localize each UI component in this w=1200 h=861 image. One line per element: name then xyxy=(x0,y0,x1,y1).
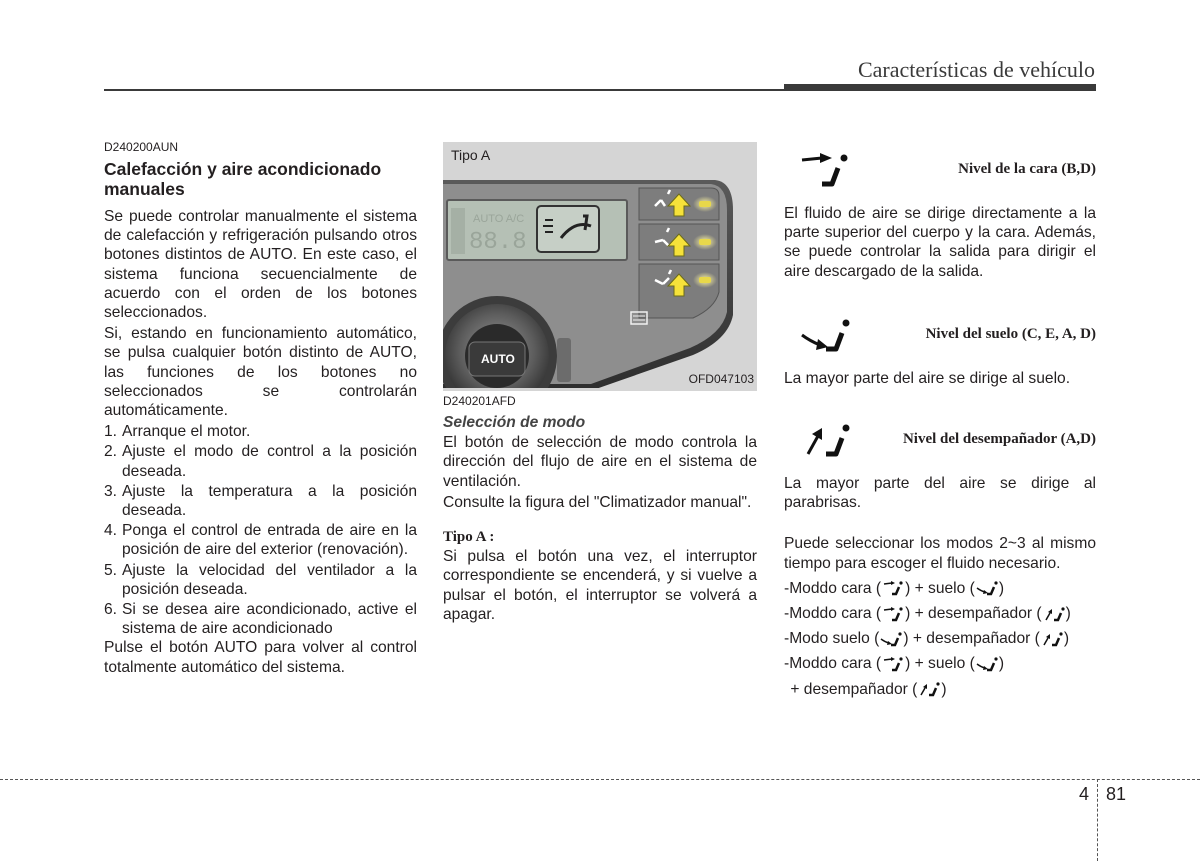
climate-panel-illustration xyxy=(443,180,757,388)
auto-note-paragraph: Si, estando en funcionamiento automático, se pulsa cualquier botón distinto de AUTO, las funciones de los botones no seleccionados se controlarán automáticamente. xyxy=(104,325,417,420)
mode-combo-floor-defrost xyxy=(784,629,1096,648)
floor-mode-title: Nivel del suelo (C, E, A, D) xyxy=(925,326,1096,343)
list-item xyxy=(104,422,417,441)
step-number: 3. xyxy=(104,482,118,500)
combo-text: ) xyxy=(941,680,947,698)
column-3 xyxy=(784,150,1096,699)
step-text: Arranque el motor. xyxy=(122,423,251,441)
step-number: 1. xyxy=(104,423,118,441)
combo-text: -Moddo cara ( xyxy=(784,579,882,597)
step-text: Si se desea aire acondicionado, active el sistema de aire acondicionado xyxy=(122,601,417,638)
face-mode-title: Nivel de la cara (B,D) xyxy=(958,161,1096,178)
step-number: 6. xyxy=(104,601,118,619)
mode-combo-face-defrost xyxy=(784,604,1096,623)
page-header-title: Características de vehículo xyxy=(857,57,1095,82)
column-2 xyxy=(443,394,757,626)
figure-caption: Tipo A xyxy=(451,147,491,163)
section-title: Calefacción y aire acondicionado manuales xyxy=(104,159,382,199)
defrost-mode-heading xyxy=(784,420,1096,460)
combo-text: -Modo suelo ( xyxy=(784,630,880,648)
combo-text: ) + suelo ( xyxy=(905,655,975,673)
face-vent-icon xyxy=(882,580,904,596)
chapter-number: 4 xyxy=(1079,784,1090,804)
floor-vent-icon xyxy=(976,580,998,596)
combo-text: -Moddo cara ( xyxy=(784,605,882,623)
step-text: Ponga el control de entrada de aire en la posición de aire del exterior (renovación). xyxy=(122,522,417,559)
step-text: Ajuste el modo de control a la posición deseada. xyxy=(122,443,417,480)
defrost-mode-title: Nivel del desempañador (A,D) xyxy=(902,431,1096,448)
footer-divider xyxy=(0,779,1200,780)
mode-combo-face-floor xyxy=(784,579,1096,598)
reference-paragraph: Consulte la figura del "Climatizador manual". xyxy=(443,493,752,511)
face-vent-icon xyxy=(882,606,904,622)
step-text: Ajuste la temperatura a la posición deseada. xyxy=(122,482,417,520)
combo-text: ) + suelo ( xyxy=(905,579,975,597)
list-item xyxy=(104,442,417,480)
figure-code: OFD047103 xyxy=(688,372,754,386)
defrost-vent-icon xyxy=(798,420,850,460)
floor-vent-icon xyxy=(798,315,850,355)
page-number: 81 xyxy=(1106,784,1127,804)
step-number: 2. xyxy=(104,443,118,461)
combo-text: ) xyxy=(1065,605,1071,623)
combo-text: -Moddo cara ( xyxy=(784,655,882,673)
face-mode-text: El fluido de aire se dirige directamente a la parte superior del cuerpo y la cara. Además, se puede controlar la salida para dirigir el aire descargado de la salida. xyxy=(784,205,1096,280)
defrost-vent-icon xyxy=(1041,631,1063,647)
tipo-label: Tipo A : xyxy=(443,529,495,546)
list-item xyxy=(104,521,417,559)
column-1 xyxy=(104,140,417,679)
combo-text: ) xyxy=(1063,630,1070,648)
lcd-digits: 88.8 xyxy=(469,229,527,256)
list-item xyxy=(104,561,417,599)
list-item xyxy=(104,600,417,638)
defrost-mode-text: La mayor parte del aire se dirige al parabrisas. xyxy=(784,475,1096,512)
header-rule-accent xyxy=(784,84,1096,91)
climate-control-figure xyxy=(443,142,757,391)
face-mode-heading xyxy=(784,150,1096,190)
combo-text: ) + desempañador ( xyxy=(903,630,1040,648)
section-subtitle: Selección de modo xyxy=(443,414,586,431)
combo-text: ) + desempañador ( xyxy=(905,605,1042,623)
list-item xyxy=(104,482,417,520)
floor-vent-icon xyxy=(976,656,998,672)
auto-button[interactable] xyxy=(469,342,525,376)
outro-paragraph: Pulse el botón AUTO para volver al control totalmente automático del sistema. xyxy=(104,639,417,676)
mode-combo-face-floor-defrost xyxy=(784,654,1096,673)
combo-text: + desempañador ( xyxy=(786,680,918,698)
mode-paragraph: El botón de selección de modo controla la dirección del flujo de aire en el sistema de ventilación. xyxy=(443,434,757,490)
tipo-paragraph: Si pulsa el botón una vez, el interruptor correspondiente se encenderá, y si vuelve a pulsar el botón, el interruptor se volverá a apagar. xyxy=(443,548,757,623)
face-vent-icon xyxy=(798,150,850,190)
combo-text: ) xyxy=(998,655,1005,673)
defrost-vent-icon xyxy=(918,681,940,697)
auto-button-label: AUTO xyxy=(481,352,515,366)
step-number: 4. xyxy=(104,522,118,540)
step-text: Ajuste la velocidad del ventilador a la posición deseada. xyxy=(122,561,417,598)
lcd-mode-text: AUTO A/C xyxy=(473,213,525,225)
defrost-vent-icon xyxy=(1043,606,1065,622)
section-code: D240200AUN xyxy=(104,140,179,154)
section-code: D240201AFD xyxy=(443,394,516,408)
intro-paragraph: Se puede controlar manualmente el sistema de calefacción y refrigeración pulsando otros botones distintos de AUTO. En este caso, el sistema funciona secuencialmente de acuerdo con el orden de los botones seleccionados. xyxy=(104,208,417,322)
combo-text: ) xyxy=(998,579,1005,597)
floor-mode-heading xyxy=(784,315,1096,355)
footer-vertical-divider xyxy=(1097,779,1098,861)
face-vent-icon xyxy=(882,656,904,672)
floor-vent-icon xyxy=(880,631,902,647)
step-number: 5. xyxy=(104,561,118,579)
mode-combo-continued xyxy=(786,680,1096,699)
floor-mode-text: La mayor parte del aire se dirige al suelo. xyxy=(784,369,1071,387)
modes-intro: Puede seleccionar los modos 2~3 al mismo tiempo para escoger el fluido necesario. xyxy=(784,535,1096,572)
